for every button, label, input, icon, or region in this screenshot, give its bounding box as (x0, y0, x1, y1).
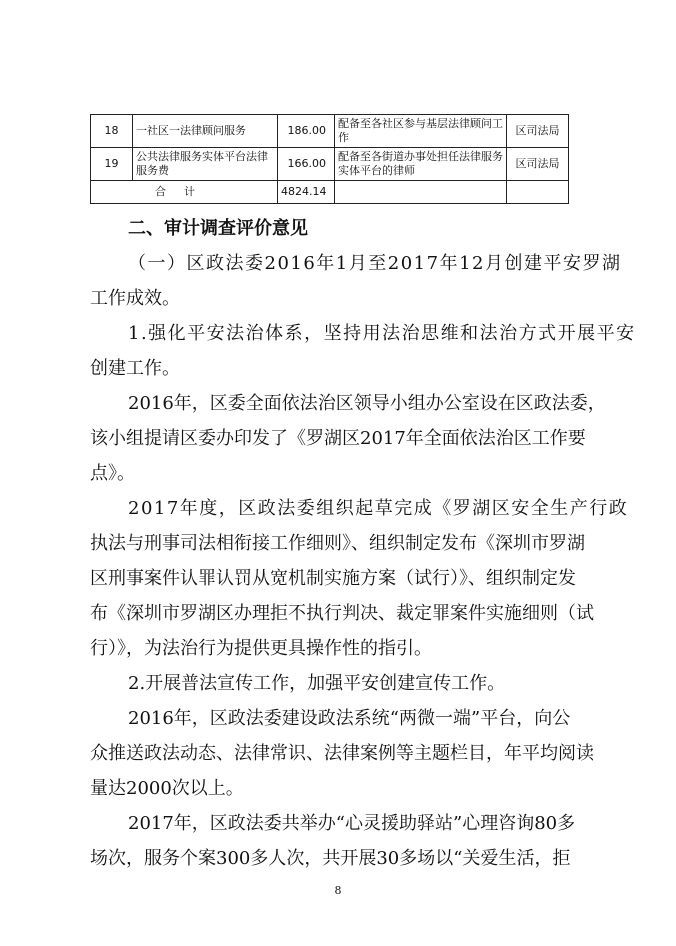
paragraph-line: 执法与刑事司法相衔接工作细则》、组织制定发布《深圳市罗湖 (90, 533, 585, 554)
page-number: 8 (334, 884, 342, 897)
paragraph-line: 创建工作。 (90, 358, 180, 379)
paragraph-line: 该小组提请区委办印发了《罗湖区2017年全面依法治区工作要 (90, 428, 586, 449)
paragraph-line: 2017年，区政法委共举办“心灵援助驿站”心理咨询80多 (128, 813, 576, 834)
paragraph-line: 工作成效。 (90, 288, 180, 309)
section-heading: 二、审计调查评价意见 (128, 218, 308, 239)
table-row (91, 148, 569, 181)
department: 区司法局 (507, 148, 569, 181)
total-label: 合计 (91, 181, 278, 204)
description: 配备至各社区参与基层法律顾问工作 (335, 115, 507, 148)
paragraph-line: 场次，服务个案300多人次，共开展30多场以“关爱生活，拒 (90, 848, 571, 869)
paragraph-line: 行）》，为法治行为提供更具操作性的指引。 (90, 638, 432, 659)
row-number: 18 (91, 115, 133, 148)
paragraph-line: 2016年，区政法委建设政法系统“两微一端”平台，向公 (128, 708, 571, 729)
total-row (91, 181, 569, 204)
item-name: 一社区一法律顾问服务 (133, 115, 278, 148)
row-number: 19 (91, 148, 133, 181)
description: 配备至各街道办事处担任法律服务实体平台的律师 (335, 148, 507, 181)
paragraph-line: 1.强化平安法治体系，坚持用法治思维和法治方式开展平安 (128, 323, 636, 344)
amount: 166.00 (278, 148, 335, 181)
budget-table (90, 114, 569, 204)
table-row (91, 115, 569, 148)
item-name: 公共法律服务实体平台法律服务费 (133, 148, 278, 181)
amount: 186.00 (278, 115, 335, 148)
empty-cell (507, 181, 569, 204)
paragraph-line: 量达2000次以上。 (90, 778, 244, 799)
empty-cell (335, 181, 507, 204)
paragraph-line: 区刑事案件认罪认罚从宽机制实施方案（试行）》、组织制定发 (90, 568, 576, 589)
paragraph-line: 点》。 (90, 463, 135, 484)
paragraph-line: 2016年，区委全面依法治区领导小组办公室设在区政法委， (128, 393, 606, 414)
paragraph-line: 布《深圳市罗湖区办理拒不执行判决、裁定罪案件实施细则（试 (90, 603, 594, 624)
paragraph-line: 众推送政法动态、法律常识、法律案例等主题栏目，年平均阅读 (90, 743, 594, 764)
paragraph-line: 2.开展普法宣传工作，加强平安创建宣传工作。 (128, 673, 506, 694)
department: 区司法局 (507, 115, 569, 148)
paragraph-line: 2017年度，区政法委组织起草完成《罗湖区安全生产行政 (128, 498, 629, 519)
total-amount: 4824.14 (278, 181, 335, 204)
paragraph-line: （一）区政法委2016年1月至2017年12月创建平安罗湖 (128, 253, 622, 274)
